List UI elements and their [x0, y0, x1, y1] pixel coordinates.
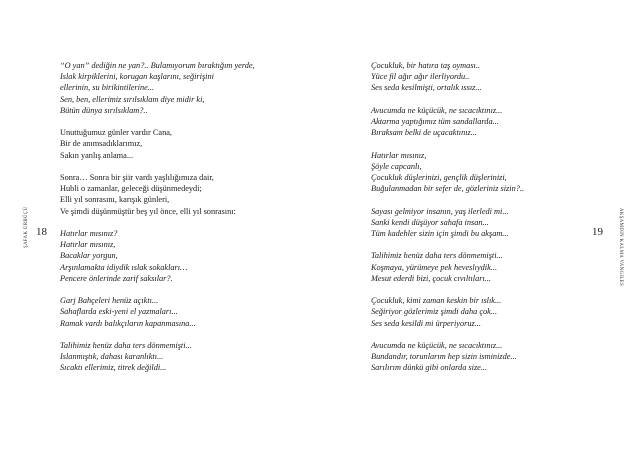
poem-line: Mesut ederdi bizi, çocuk cıvıltıları... [371, 273, 491, 283]
right-page [319, 0, 638, 461]
left-page-number: 18 [36, 226, 47, 238]
poem-line: Ses seda kesilmişti, ortalık ıssız... [371, 83, 482, 93]
poem-line: Garj Bahçeleri henüz açıktı... [60, 296, 159, 306]
poem-line: Bütün dünya sırılsıklam?.. [60, 105, 148, 115]
stanza [60, 60, 255, 116]
poem-line: Hatırlar mısınız, [371, 150, 427, 160]
poem-line: Ramak vardı balıkçıların kapanmasına... [60, 318, 196, 328]
stanza [60, 228, 255, 284]
poem-line: Avucumda ne küçücük, ne sıcacıktınız... [371, 340, 503, 350]
stanza [60, 172, 255, 217]
stanza [371, 340, 524, 374]
poem-line: Sahaflarda eski-yeni el yazmaları... [60, 307, 178, 317]
stanza [371, 250, 524, 284]
poem-line: Tüm kadehler sizin için şimdi bu akşam... [371, 229, 509, 238]
poem-line: Buğulanmadan bir sefer de, gözleriniz sizin?.. [371, 184, 525, 194]
right-poem-column [371, 60, 524, 385]
stanza [371, 150, 524, 195]
poem-line: ellerinin, su birikintilerine... [60, 83, 155, 93]
poem-line: Ses seda kesildi mi ürperiyoruz... [371, 318, 481, 328]
poem-line: Sakın yanlış anlama... [60, 150, 134, 160]
poem-line: Seğiriyor gözlerimiz şimdi daha çok... [371, 307, 498, 317]
left-running-head: ŞAFAK ÜRBÜÇÜ [24, 206, 29, 248]
poem-line: Avucumda ne küçücük, ne sıcacıktınız... [371, 105, 503, 115]
poem-line: Hubli o zamanlar, geleceği düşünmedeydi; [60, 184, 202, 194]
poem-line: Ve şimdi düşünmüştür beş yıl önce, elli yıl sonrasını: [60, 206, 236, 216]
poem-line: Çocukluk düşlerinizi, gençlik düşlerinizi, [371, 173, 507, 182]
poem-line: Sayası gelmiyor insanın, yaş ilerledi mi... [371, 206, 509, 216]
right-running-head: AKŞAMDIN KALMA VANGILES [618, 208, 623, 287]
poem-line: Bacaklar yorgun, [60, 251, 118, 261]
poem-line: Bıraksam belki de uçacaktınız... [371, 128, 477, 138]
right-page-number: 19 [592, 226, 603, 238]
stanza [60, 340, 255, 374]
poem-line: Sarılırım dünkü gibi onlarda size... [371, 363, 488, 373]
poem-line: Unuttuğumuz günler vardır Cana, [60, 128, 172, 138]
poem-line: Talihimiz henüz daha ters dönmemişti... [60, 341, 192, 350]
stanza [60, 127, 255, 161]
poem-line: Bundandır, torunlarım hep sizin isminizde... [371, 352, 517, 362]
poem-line: Sanki kendi düşüyor sahafa insan... [371, 217, 489, 227]
poem-line: Islak kirpiklerini, korugan kaşlarını, seğirişini [60, 72, 214, 82]
left-poem-column [60, 60, 255, 385]
poem-line: Sıcaktı ellerimiz, titrek değildi... [60, 363, 167, 373]
stanza [371, 206, 524, 240]
poem-line: Şöyle capcanlı, [371, 161, 422, 171]
poem-line: Aktarma yaptığımız tüm sandallarda... [371, 117, 499, 126]
poem-line: Çocukluk, kimi zaman keskin bir ıslık... [371, 296, 502, 306]
stanza [371, 60, 524, 94]
poem-line: Hatırlar mısınız, [60, 240, 116, 250]
stanza [371, 295, 524, 329]
poem-line: Çocukluk, bir hatıra taş oyması.. [371, 61, 481, 70]
poem-line: Talihimiz henüz daha ters dönmemişti... [371, 251, 503, 261]
poem-line: Islanmıştık, dahası karanlıktı... [60, 352, 164, 362]
stanza [371, 105, 524, 139]
poem-line: Bir de anımsadıklarımız, [60, 139, 143, 149]
poem-line: Pencere önlerinde zarif saksılar?. [60, 273, 173, 283]
poem-line: Arşınlamakta idiydik ıslak sokakları… [60, 262, 188, 272]
poem-line: Sonra… Sonra bir şiir vardı yaşlılığımıza dair, [60, 173, 214, 182]
poem-line: Yüce fil ağır ağır ilerliyordu.. [371, 72, 470, 82]
poem-line: Elli yıl sonrasını, karışık günleri, [60, 195, 170, 205]
poem-line: Koşmaya, yürümeye pek heveslıydik... [371, 262, 498, 272]
poem-line: “O yan” dediğin ne yan?.. Bulamıyorum bıraktığım yerde, [60, 61, 255, 70]
stanza [60, 295, 255, 329]
poem-line: Sen, ben, ellerimiz sırılsıklam diye midir ki, [60, 94, 205, 104]
poem-line: Hatırlar mısınız? [60, 229, 118, 238]
